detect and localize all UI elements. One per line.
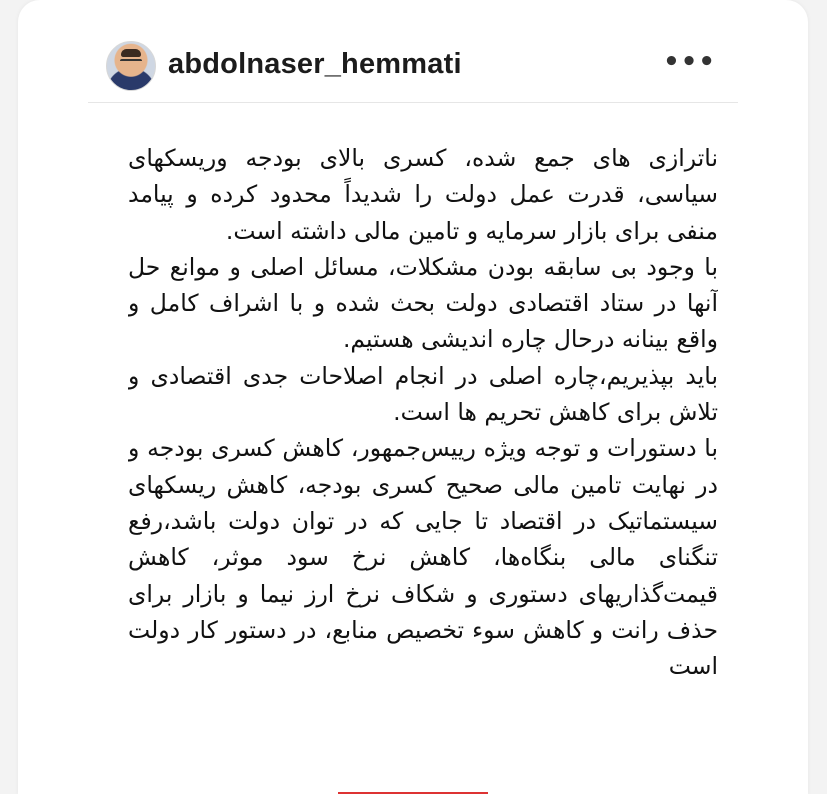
username-link[interactable]: abdolnaser_hemmati [168,48,462,80]
avatar-glasses [120,59,142,66]
avatar-hair [121,49,141,57]
profile-avatar[interactable] [106,41,156,91]
post-header [88,30,738,103]
caption-paragraph-1: ناترازی های جمع شده، کسری بالای بودجه وریسکهای سیاسی، قدرت عمل دولت را شدیداً محدود کرده و پیامد منفی برای بازار سرمایه و تامین مالی داشته است. [128,144,718,245]
post-body [128,140,718,794]
post-caption [128,140,718,684]
caption-paragraph-3: باید بپذیریم،چاره اصلی در انجام اصلاحات جدی اقتصادی و تلاش برای کاهش تحریم ها است. [128,361,718,427]
caption-paragraph-2: با وجود بی سابقه بودن مشکلات، مسائل اصلی و موانع حل آنها در ستاد اقتصادی دولت بحث شده و با اشراف کامل و واقع بینانه درحال چاره اندیشی هستیم. [128,252,718,354]
more-options-icon[interactable]: ••• [663,47,716,77]
caption-paragraph-4: با دستورات و توجه ویژه رییس‌جمهور، کاهش کسری بودجه و در نهایت تامین مالی صحیح کسری بودجه، کاهش ریسکهای سیستماتیک در اقتصاد تا جایی که در توان دولت باشد،رفع تنگنای مالی بنگاه‌ها، کاهش نرخ سود موثر، کاهش قیمت‌گذاریهای دستوری و شکاف نرخ ارز نیما و بازار برای حذف رانت و کاهش سوء تخصیص منابع، در دستور کار دولت است [128,434,718,681]
